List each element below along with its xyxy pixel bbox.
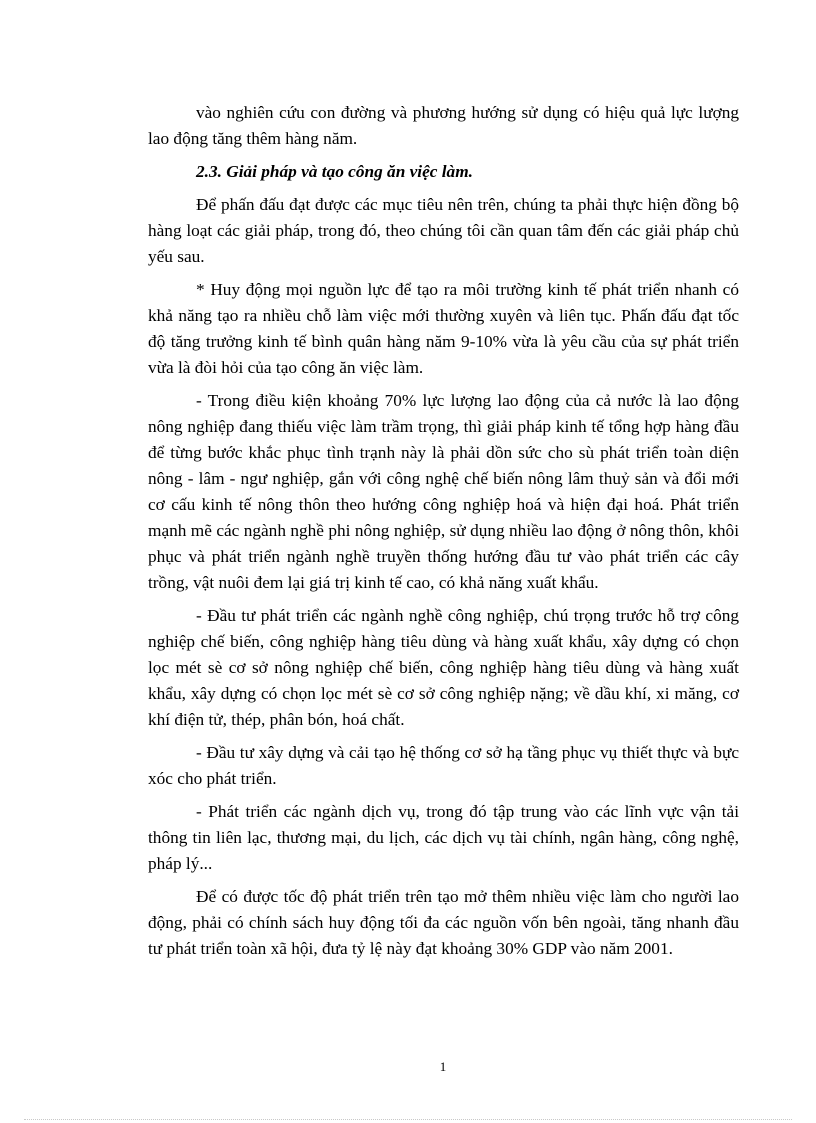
page-number: 1 <box>439 1059 447 1074</box>
paragraph-investment: Để có được tốc độ phát triển trên tạo mở thêm nhiều việc làm cho người lao động, phải có chính sách huy động tối đa các nguồn vốn bên ngoài, tăng nhanh đầu tư phát triển toàn xã hội, đưa tỷ lệ này đạt khoảng 30% GDP vào năm 2001. <box>148 887 739 958</box>
paragraph-services: - Phát triển các ngành dịch vụ, trong đó tập trung vào các lĩnh vực vận tải thông tin liên lạc, thương mại, du lịch, các dịch vụ tài chính, ngân hàng, công nghệ, pháp lý... <box>148 802 739 873</box>
section-heading: 2.3. Giải pháp và tạo công ăn việc làm. <box>196 162 473 181</box>
page-bottom-divider <box>24 1119 792 1120</box>
paragraph-continuation: vào nghiên cứu con đường và phương hướng sử dụng có hiệu quả lực lượng lao động tăng thêm hàng năm. <box>148 103 739 148</box>
paragraph-mobilize-resources: * Huy động mọi nguồn lực để tạo ra môi trường kinh tế phát triển nhanh có khả năng tạo ra nhiều chỗ làm việc mới thường xuyên và liên tục. Phấn đấu đạt tốc độ tăng trưởng kinh tế bình quân hàng năm 9-10% vừa là yêu cầu của sự phát triển vừa là đòi hỏi của tạo công ăn việc làm. <box>148 280 739 377</box>
paragraph-infrastructure: - Đầu tư xây dựng và cải tạo hệ thống cơ sở hạ tầng phục vụ thiết thực và bực xóc cho phát triển. <box>148 743 739 788</box>
document-body <box>148 100 739 969</box>
paragraph-industry: - Đầu tư phát triển các ngành nghề công nghiệp, chú trọng trước hỗ trợ công nghiệp chế biến, công nghiệp hàng tiêu dùng và hàng xuất khẩu, xây dựng có chọn lọc mét sè cơ sở nông nghiệp chế biến, công nghiệp hàng tiêu dùng và hàng xuất khẩu, xây dựng có chọn lọc mét sè cơ sở công nghiệp nặng; về dầu khí, xi măng, cơ khí điện tử, thép, phân bón, hoá chất. <box>148 606 739 729</box>
paragraph-agriculture: - Trong điều kiện khoảng 70% lực lượng lao động của cả nước là lao động nông nghiệp đang thiếu việc làm trầm trọng, thì giải pháp kinh tế tổng hợp hàng đầu để từng bước khắc phục tình trạnh này là phải dồn sức cho sù phát triển toàn diện nông - lâm - ngư nghiệp, gắn với công nghệ chế biến nông lâm thuỷ sản và đổi mới cơ cấu kinh tế nông thôn theo hướng công nghiệp hoá và hiện đại hoá. Phát triển mạnh mẽ các ngành nghề phi nông nghiệp, sử dụng nhiều lao động ở nông thôn, khôi phục và phát triển ngành nghề truyền thống hướng đầu tư vào phát triển các cây trồng, vật nuôi đem lại giá trị kinh tế cao, có khả năng xuất khẩu. <box>148 391 739 592</box>
paragraph-intro: Để phấn đấu đạt được các mục tiêu nên trên, chúng ta phải thực hiện đồng bộ hàng loạt các giải pháp, trong đó, theo chúng tôi cần quan tâm đến các giải pháp chủ yếu sau. <box>148 195 739 266</box>
